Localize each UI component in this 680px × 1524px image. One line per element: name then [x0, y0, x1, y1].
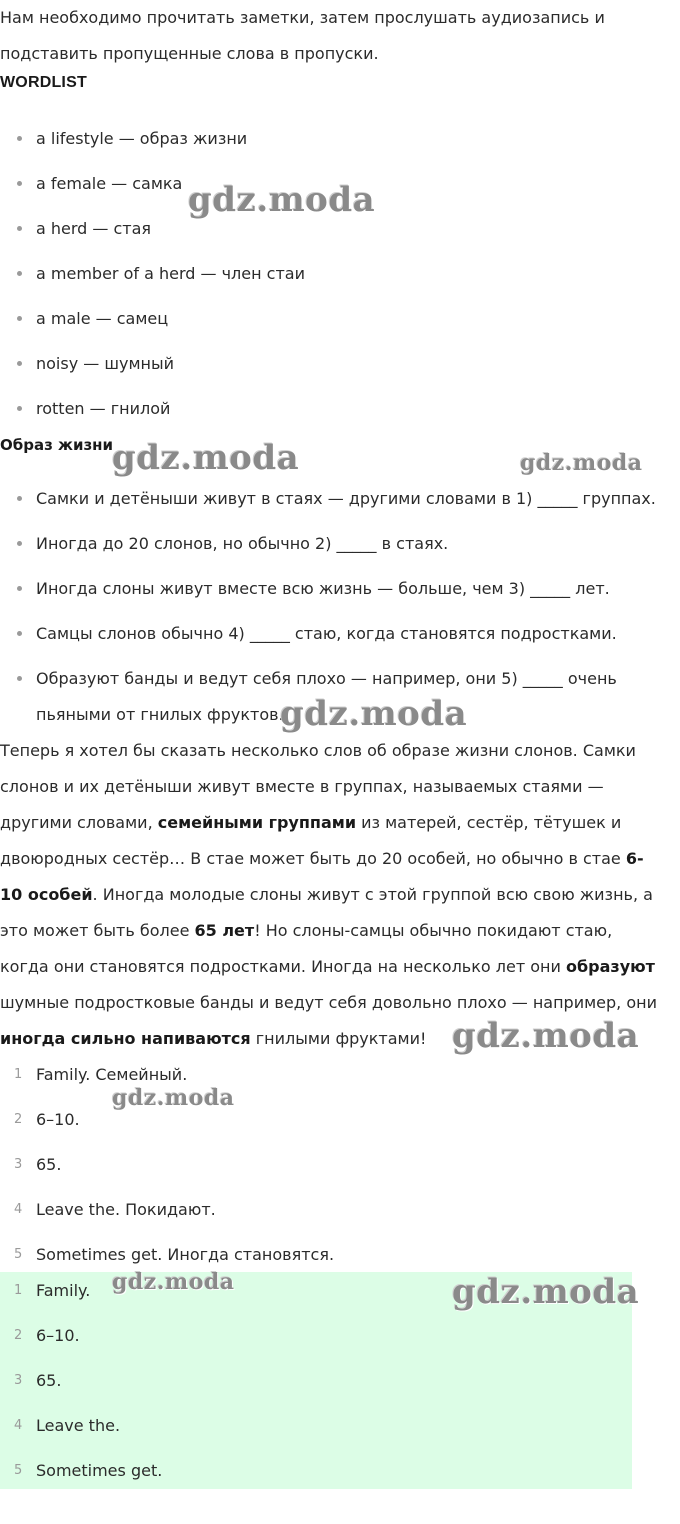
wordlist-item: noisy — шумный: [0, 346, 662, 391]
transcript-bold: 65 лет: [194, 921, 255, 940]
transcript-bold: 6-10 особей: [0, 849, 644, 904]
bullet-icon: [17, 496, 22, 501]
watermark-logo: gdz.moda: [452, 1272, 640, 1312]
transcript-bold: образуют: [565, 957, 655, 976]
watermark-logo: gdz.moda: [112, 1085, 235, 1111]
wordlist-item: a lifestyle — образ жизни: [0, 121, 662, 166]
bullet-icon: [17, 226, 22, 231]
note-item: Самцы слонов обычно 4) _____ стаю, когда становятся подростками.: [0, 616, 662, 661]
wordlist-item: a member of a herd — член стаи: [0, 256, 662, 301]
wordlist-item: a female — самка: [0, 166, 662, 211]
bullet-icon: [17, 271, 22, 276]
answer-item: 5 Sometimes get.: [14, 1461, 163, 1480]
note-item: Самки и детёныши живут в стаях — другими словами в 1) _____ группах.: [0, 481, 662, 526]
bullet-icon: [17, 361, 22, 366]
answer-item: 3 65.: [14, 1371, 62, 1390]
wordlist-heading: WORDLIST: [0, 74, 87, 91]
transcript-bold: семейными группами: [157, 813, 357, 832]
answer-item: 5 Sometimes get. Иногда становятся.: [14, 1245, 335, 1264]
answers-full-list: [0, 1057, 632, 1282]
watermark-logo: gdz.moda: [452, 1016, 640, 1056]
answer-item: 2 6–10.: [14, 1110, 80, 1129]
answer-item: 4 Leave the.: [14, 1416, 121, 1435]
answer-item: 3 65.: [14, 1155, 62, 1174]
answer-item: 1 Family.: [14, 1281, 91, 1300]
bullet-icon: [17, 136, 22, 141]
bullet-icon: [17, 316, 22, 321]
watermark-logo: gdz.moda: [280, 694, 468, 734]
answer-item: 1 Family. Семейный.: [14, 1065, 188, 1084]
wordlist-list: [0, 121, 662, 436]
bullet-icon: [17, 406, 22, 411]
watermark-logo: gdz.moda: [112, 438, 300, 478]
note-item: Образуют банды и ведут себя плохо — например, они 5) _____ очень пьяными от гнилых фруктов.: [0, 661, 662, 733]
bullet-icon: [17, 181, 22, 186]
answer-item: 4 Leave the. Покидают.: [14, 1200, 216, 1219]
bullet-icon: [17, 631, 22, 636]
wordlist-item: a male — самец: [0, 301, 662, 346]
note-item: Иногда до 20 слонов, но обычно 2) _____ в стаях.: [0, 526, 662, 571]
bullet-icon: [17, 586, 22, 591]
notes-heading: Образ жизни: [0, 436, 114, 454]
wordlist-item: a herd — стая: [0, 211, 662, 256]
watermark-logo: gdz.moda: [112, 1269, 235, 1295]
transcript-bold: иногда сильно напиваются: [0, 1029, 251, 1048]
bullet-icon: [17, 676, 22, 681]
intro-text: Нам необходимо прочитать заметки, затем прослушать аудиозапись и подставить пропущенные слова в пропуски.: [0, 8, 605, 63]
transcript-text: Теперь я хотел бы сказать несколько слов об образе жизни слонов. Самки слонов и их детёныши живут вместе в группах, называемых стаями — другими словами, семейными группами из матерей, сестёр, тётушек и двоюродных сестёр… В стае может быть до 20 особей, но обычно в стае 6-10 особей. Иногда молодые слоны живут с этой группой всю свою жизнь, а это может быть более 65 лет! Но слоны-самцы обычно покидают стаю, когда они становятся подростками. Иногда на несколько лет они образуют шумные подростковые банды и ведут себя довольно плохо — например, они иногда сильно напиваются гнилыми фруктами!: [0, 741, 657, 1048]
bullet-icon: [17, 541, 22, 546]
wordlist-item: rotten — гнилой: [0, 391, 662, 436]
answer-item: 2 6–10.: [14, 1326, 80, 1345]
watermark-logo: gdz.moda: [188, 180, 376, 220]
watermark-logo: gdz.moda: [520, 450, 643, 476]
note-item: Иногда слоны живут вместе всю жизнь — больше, чем 3) _____ лет.: [0, 571, 662, 616]
